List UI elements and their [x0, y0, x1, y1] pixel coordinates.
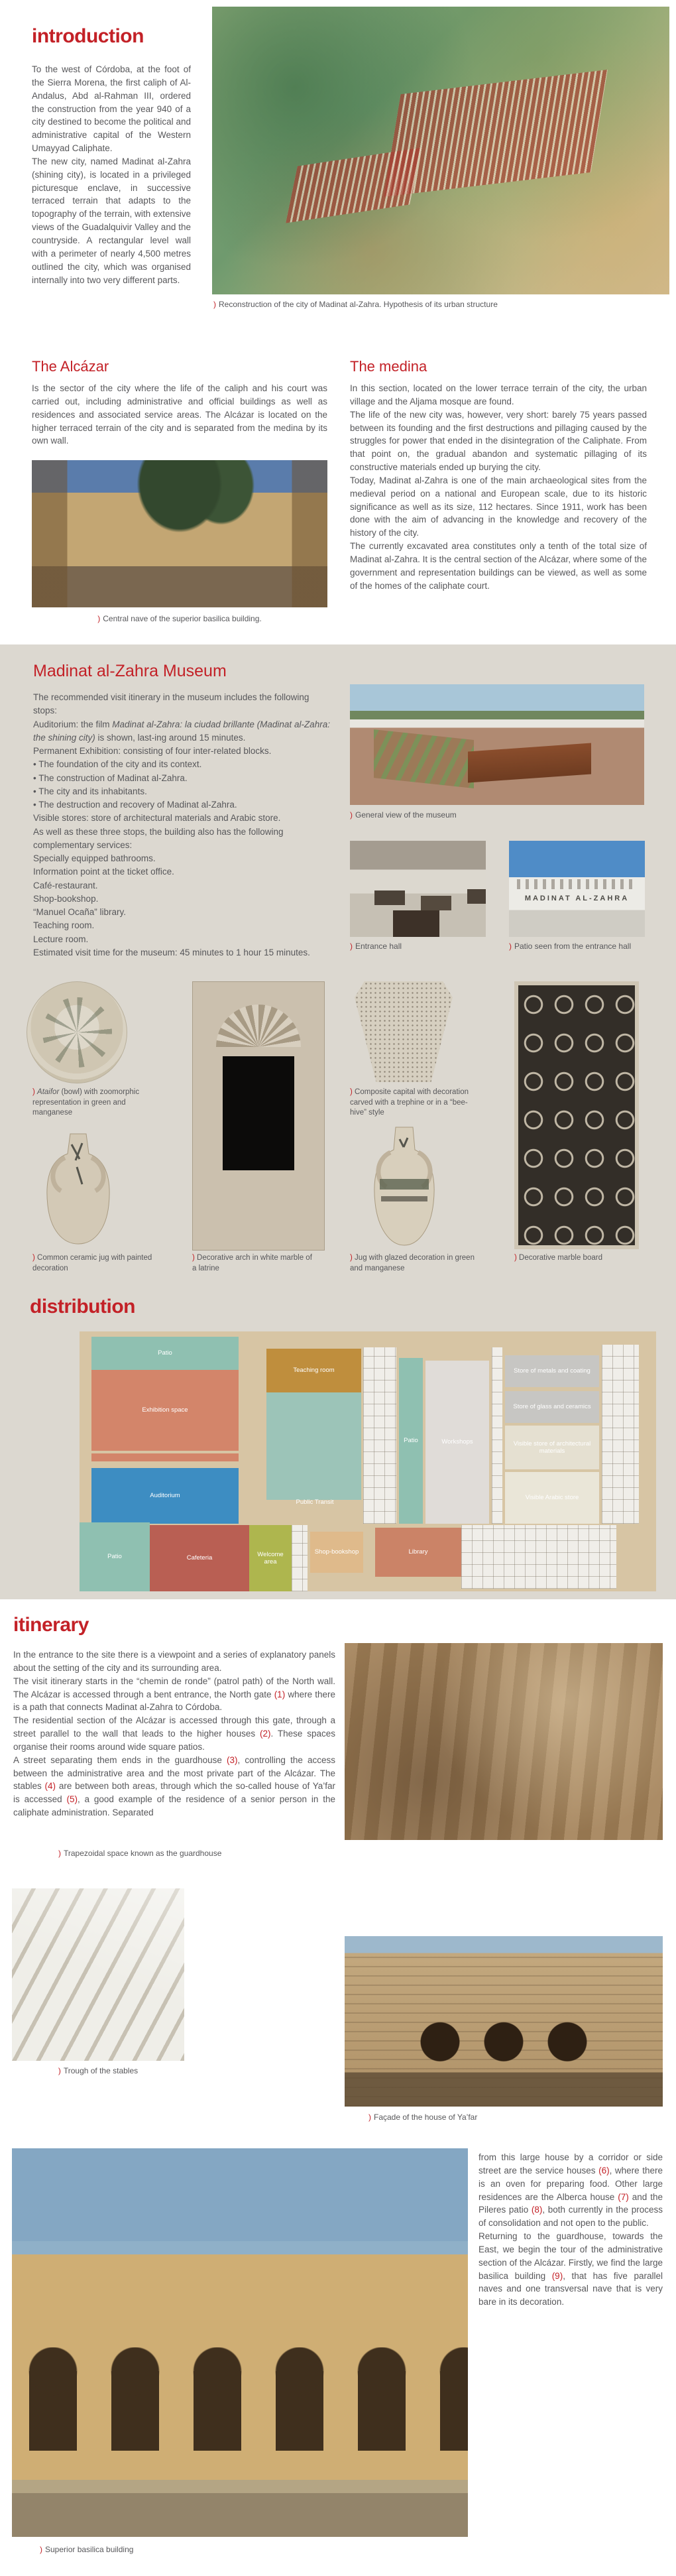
caption-bracket: ) — [350, 942, 353, 951]
alcazar-body: Is the sector of the city where the life of the caliph and his court was carried out, including administrative and official buildings as well as residences and associated service areas. The Alcázar is located on the higher terraced terrain of the city and is separated from the medina by its own wall. — [32, 383, 327, 446]
itinerary-body: In the entrance to the site there is a viewpoint and a series of explanatory panels about the setting of the city and its surrounding area. The visit itinerary starts in the “chemin de ronde” (patrol path) of the North wall. The Alcázar is accessed through a bent entrance, the North gate (1) where there is a path that connects Madinat al-Zahra to Córdoba. The residential section of the Alcázar is accessed through this gate, through a street parallel to the wall that leads to the higher houses (2). These spaces organise their rooms around wide square patios. A street separating them ends in the guardhouse (3), controlling the access between the administrative area and the most private part of the Alcázar. The stables (4) are between both areas, through which the so-called house of Ya’far is accessed (5), a good example of the residence of a senior person in the caliphate administration. Separated — [13, 1650, 335, 1818]
marble-board-caption: ) Decorative marble board — [514, 1254, 602, 1262]
plan-rooms-detail — [363, 1347, 396, 1524]
introduction-paragraph: To the west of Córdoba, at the foot of the Sierra Morena, the first caliph of Al-Andalus, Abd al-Rahman III, ordered the construction from the year 940 of a city destined to become the political and administrative capital of the Western Umayyad Caliphate. — [32, 64, 191, 154]
plan-room-visible-architectural-store: Visible store of architectural materials — [505, 1426, 599, 1469]
alcazar-photo-caption: ) Central nave of the superior basilica building. — [97, 614, 262, 623]
plan-room-library: Library — [375, 1528, 461, 1577]
marble-board-image — [514, 981, 639, 1249]
trough-caption: ) Trough of the stables — [58, 2066, 139, 2075]
museum-floor-plan — [80, 1331, 656, 1591]
museum-general-view-caption: ) General view of the museum — [350, 810, 457, 820]
caption-bracket: ) — [58, 1849, 61, 1858]
arch-shell-fan — [216, 1005, 301, 1047]
plan-room-auditorium: Auditorium — [91, 1468, 239, 1524]
plan-room-exhibition-strip — [91, 1453, 239, 1461]
intro-image-caption: ) Reconstruction of the city of Madinat al-Zahra. Hypothesis of its urban structure — [213, 300, 498, 309]
entrance-hall-photo — [350, 841, 486, 937]
entrance-hall-caption: ) Entrance hall — [350, 942, 402, 951]
ataifor-caption: ) Ataifor (bowl) with zoomorphic representation in green and manganese — [32, 1088, 140, 1117]
plan-room-patio-top: Patio — [91, 1337, 239, 1370]
plan-room-visible-arabic-store: Visible Arabic store — [505, 1472, 599, 1524]
introduction-heading: introduction — [32, 25, 144, 47]
superior-basilica-photo — [12, 2148, 468, 2537]
painted-city-blocks — [384, 70, 607, 197]
plan-rooms-detail — [292, 1525, 308, 1591]
itinerary-heading: itinerary — [13, 1614, 89, 1636]
painted-jug-caption: ) Common ceramic jug with painted decoration — [32, 1254, 152, 1272]
medina-body: In this section, located on the lower terrace terrain of the city, the urban village and the Aljama mosque are found. The life of the new city was, however, very short: barely 75 years passed between its founding and the first destructions and pillaging caused by the struggles for power that ended in the disintegration of the Caliphate. From that point on, the gradual abandon and systematic pillaging of its constructive materials ended up burying the city. Today, Madinat al-Zahra is one of the main archaeological sites from the medieval period on a national and European scale, due to its historic significance as well as its size, 112 hectares. Since 1911, work has been done with the aim of advancing in the knowledge and recovery of the history of the city. The currently excavated area constitutes only a tenth of the total size of Madinat al-Zahra. It is the central section of the Alcázar, where some of the government and representation buildings can be viewed, as well as some of the homes of the caliphate court. — [350, 383, 647, 591]
introduction-body — [32, 63, 191, 286]
caption-bracket: ) — [32, 1088, 35, 1096]
yafar-house-photo — [345, 1936, 663, 2107]
yafar-caption: ) Façade of the house of Ya’far — [368, 2113, 478, 2122]
madinat-al-zahra-sign: MADINAT AL-ZAHRA — [524, 894, 630, 903]
plan-room-patio-mid: Patio — [399, 1358, 423, 1524]
caption-bracket: ) — [40, 2545, 42, 2554]
guardhouse-caption: ) Trapezoidal space known as the guardhouse — [58, 1849, 222, 1858]
patio-photo — [509, 841, 645, 937]
basilica-nave-photo — [32, 460, 327, 607]
plan-room-store-glass: Store of glass and ceramics — [505, 1391, 599, 1423]
alcazar-heading: The Alcázar — [32, 358, 109, 375]
latrine-arch-caption: ) Decorative arch in white marble of a latrine — [192, 1254, 312, 1272]
distribution-heading: distribution — [30, 1296, 135, 1318]
painted-jug-image — [38, 1127, 118, 1254]
museum-heading: Madinat al-Zahra Museum — [33, 662, 227, 680]
plan-room-patio-bottom: Patio — [80, 1522, 150, 1591]
glazed-jug-image — [361, 1122, 447, 1254]
latrine-arch-image — [192, 981, 325, 1251]
caption-bracket: ) — [192, 1254, 195, 1262]
plan-room-multipurpose — [266, 1392, 361, 1500]
caption-bracket: ) — [97, 614, 101, 623]
guardhouse-photo — [345, 1643, 663, 1840]
city-reconstruction-image — [212, 7, 669, 294]
plan-room-welcome-area: Welcome area — [249, 1525, 292, 1591]
plan-rooms-detail — [602, 1345, 639, 1524]
caption-bracket: ) — [514, 1254, 517, 1262]
plan-room-teaching: Teaching room — [266, 1349, 361, 1392]
caption-bracket: ) — [213, 300, 216, 309]
glazed-jug-caption: ) Jug with glazed decoration in green and manganese — [350, 1254, 475, 1272]
arch-opening — [223, 1056, 294, 1170]
museum-body: The recommended visit itinerary in the museum includes the following stops: Auditorium: the film Madinat al-Zahra: la ciudad brillante (Madinat al-Zahra: the shining city) is shown, last-ing around 15 minutes. Permanent Exhibition: consisting of four inter-related blocks. • The foundation of the city and its context. • The construction of Madinat al-Zahra. • The city and its inhabitants. • The destruction and recovery of Madinat al-Zahra. Visible stores: store of architectural materials and Arabic store. As well as these three stops, the building also has the following complementary services: Specially equipped bathrooms. Information point at the ticket office. Café-restaurant. Shop-bookshop. “Manuel Ocaña” library. Teaching room. Lecture room. Estimated visit time for the museum: 45 minutes to 1 hour 15 minutes. — [33, 692, 330, 957]
plan-rooms-detail — [492, 1347, 502, 1524]
caption-bracket: ) — [58, 2066, 61, 2075]
stables-trough-photo — [12, 1888, 184, 2061]
patio-photo-caption: ) Patio seen from the entrance hall — [509, 942, 632, 951]
plan-room-cafeteria: Cafeteria — [150, 1525, 249, 1591]
caption-bracket: ) — [350, 810, 353, 820]
caption-bracket: ) — [32, 1254, 35, 1262]
plan-room-workshops: Workshops — [425, 1361, 489, 1524]
plan-room-exhibition: Exhibition space — [91, 1370, 239, 1451]
itinerary-continued-body: from this large house by a corridor or side street are the service houses (6), where there is an oven for preparing food. Other large residences are the Alberca house (7) and the Pileres patio (8), both currently in the process of consolidation and not open to the public. Returning to the guardhouse, towards the East, we begin the tour of the administrative section of the Alcázar. Firstly, we find the large basilica building (9), that has five parallel naves and one transversal nave that is very bare in its decoration. — [479, 2152, 663, 2307]
caption-bracket: ) — [350, 1254, 353, 1262]
ataifor-bowl-image — [27, 981, 127, 1083]
caption-bracket: ) — [368, 2113, 371, 2122]
hall-benches — [374, 890, 405, 905]
caption-bracket: ) — [509, 942, 512, 951]
plan-room-store-metals: Store of metals and coating — [505, 1355, 599, 1387]
introduction-paragraph: The new city, named Madinat al-Zahra (shining city), is located in a privileged picturesque enclave, in successive terraced terrain that adapts to the topography of the terrain, with extensive views of the Guadalquivir Valley and the countryside. A rectangular level wall with a perimeter of nearly 4,500 metres outlined the city, which was organised internally into two very different parts. — [32, 156, 191, 285]
caption-bracket: ) — [350, 1088, 353, 1096]
museum-general-view-photo — [350, 684, 644, 805]
plan-label-public-transit: Public Transit — [296, 1499, 334, 1506]
bowl-decoration — [42, 997, 112, 1068]
basilica-caption: ) Superior basilica building — [40, 2545, 134, 2554]
corten-wall — [468, 743, 591, 782]
capital-caption: ) Composite capital with decoration carved with a trephine or in a “bee-hive” style — [350, 1088, 469, 1117]
museum-garden — [374, 730, 474, 789]
painted-city-blocks — [286, 147, 422, 223]
medina-heading: The medina — [350, 358, 427, 375]
plan-rooms-detail — [461, 1525, 616, 1589]
wall-windows — [517, 879, 636, 889]
plan-room-shop-bookshop: Shop-bookshop — [310, 1532, 363, 1573]
